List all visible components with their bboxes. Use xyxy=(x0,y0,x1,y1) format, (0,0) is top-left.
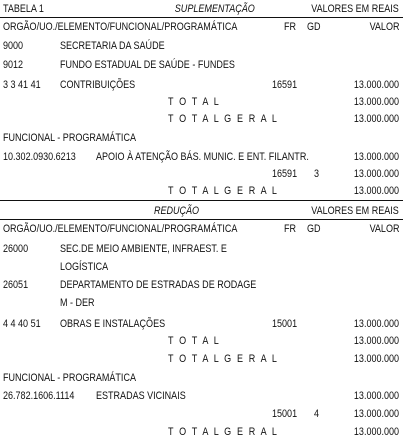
column-header-orgao: ORGÃO/UO./ELEMENTO/FUNCIONAL/PROGRAMÁTICA xyxy=(3,223,238,235)
funcional-code: 10.302.0930.6213 xyxy=(3,151,76,163)
table-label: TABELA 1 xyxy=(3,3,44,15)
row-valor: 13.000.000 xyxy=(353,79,399,91)
row-desc-continued: M - DER xyxy=(60,297,95,309)
funcional-code: 26.782.1606.1114 xyxy=(3,390,75,402)
row-code: 9000 xyxy=(3,40,24,52)
column-header-valor: VALOR xyxy=(369,21,399,33)
valores-header: VALORES EM REAIS xyxy=(311,3,399,15)
total-geral-valor: 13.000.000 xyxy=(353,185,399,197)
row-desc-continued: LOGÍSTICA xyxy=(60,261,109,273)
total-geral-label: T O T A L G E R A L xyxy=(168,426,279,438)
row-desc: FUNDO ESTADUAL DE SAÚDE - FUNDES xyxy=(60,59,235,71)
funcional-fr: 16591 xyxy=(272,168,298,180)
row-desc: CONTRIBUIÇÕES xyxy=(60,79,136,91)
row-desc: OBRAS E INSTALAÇÕES xyxy=(60,318,166,330)
funcional-valor: 13.000.000 xyxy=(353,151,399,163)
funcional-gd: 3 xyxy=(314,168,320,180)
funcional-fr: 15001 xyxy=(272,408,298,420)
column-header-orgao: ORGÃO/UO./ELEMENTO/FUNCIONAL/PROGRAMÁTICA xyxy=(3,21,238,33)
row-desc: DEPARTAMENTO DE ESTRADAS DE RODAGE xyxy=(60,279,257,291)
total-label: T O T A L xyxy=(168,335,221,347)
row-code: 4 4 40 51 xyxy=(3,318,41,330)
total-geral-valor: 13.000.000 xyxy=(353,426,399,438)
funcional-heading: FUNCIONAL - PROGRAMÁTICA xyxy=(3,132,136,144)
column-header-valor: VALOR xyxy=(369,223,399,235)
row-code: 26000 xyxy=(3,243,29,255)
funcional-valor: 13.000.000 xyxy=(353,390,399,402)
section-title-reducao: REDUÇÃO xyxy=(153,205,200,217)
row-fr: 16591 xyxy=(272,79,298,91)
row-valor: 13.000.000 xyxy=(353,318,399,330)
divider xyxy=(0,219,403,220)
column-header-fr: FR xyxy=(284,223,297,235)
section-title-suplementacao: SUPLEMENTAÇÃO xyxy=(174,3,255,15)
row-desc: SEC.DE MEIO AMBIENTE, INFRAEST. E xyxy=(60,243,227,255)
divider xyxy=(0,200,403,201)
total-geral-label: T O T A L G E R A L xyxy=(168,113,279,125)
funcional-desc: APOIO À ATENÇÃO BÁS. MUNIC. E ENT. FILANTR. xyxy=(96,151,309,163)
column-header-fr: FR xyxy=(284,21,297,33)
total-geral-valor: 13.000.000 xyxy=(353,353,399,365)
funcional-desc: ESTRADAS VICINAIS xyxy=(96,390,186,402)
total-valor: 13.000.000 xyxy=(353,335,399,347)
row-code: 26051 xyxy=(3,279,29,291)
divider xyxy=(0,17,403,18)
funcional-heading: FUNCIONAL - PROGRAMÁTICA xyxy=(3,372,136,384)
row-fr: 15001 xyxy=(272,318,298,330)
total-geral-label: T O T A L G E R A L xyxy=(168,353,279,365)
row-code: 3 3 41 41 xyxy=(3,79,41,91)
column-header-gd: GD xyxy=(307,21,321,33)
row-desc: SECRETARIA DA SAÚDE xyxy=(60,40,165,52)
column-header-gd: GD xyxy=(307,223,321,235)
valores-header: VALORES EM REAIS xyxy=(311,205,399,217)
funcional-valor-2: 13.000.000 xyxy=(353,408,399,420)
row-code: 9012 xyxy=(3,59,24,71)
total-label: T O T A L xyxy=(168,96,221,108)
funcional-valor-2: 13.000.000 xyxy=(353,168,399,180)
funcional-gd: 4 xyxy=(314,408,320,420)
total-valor: 13.000.000 xyxy=(353,96,399,108)
total-geral-label: T O T A L G E R A L xyxy=(168,185,279,197)
total-geral-valor: 13.000.000 xyxy=(353,113,399,125)
